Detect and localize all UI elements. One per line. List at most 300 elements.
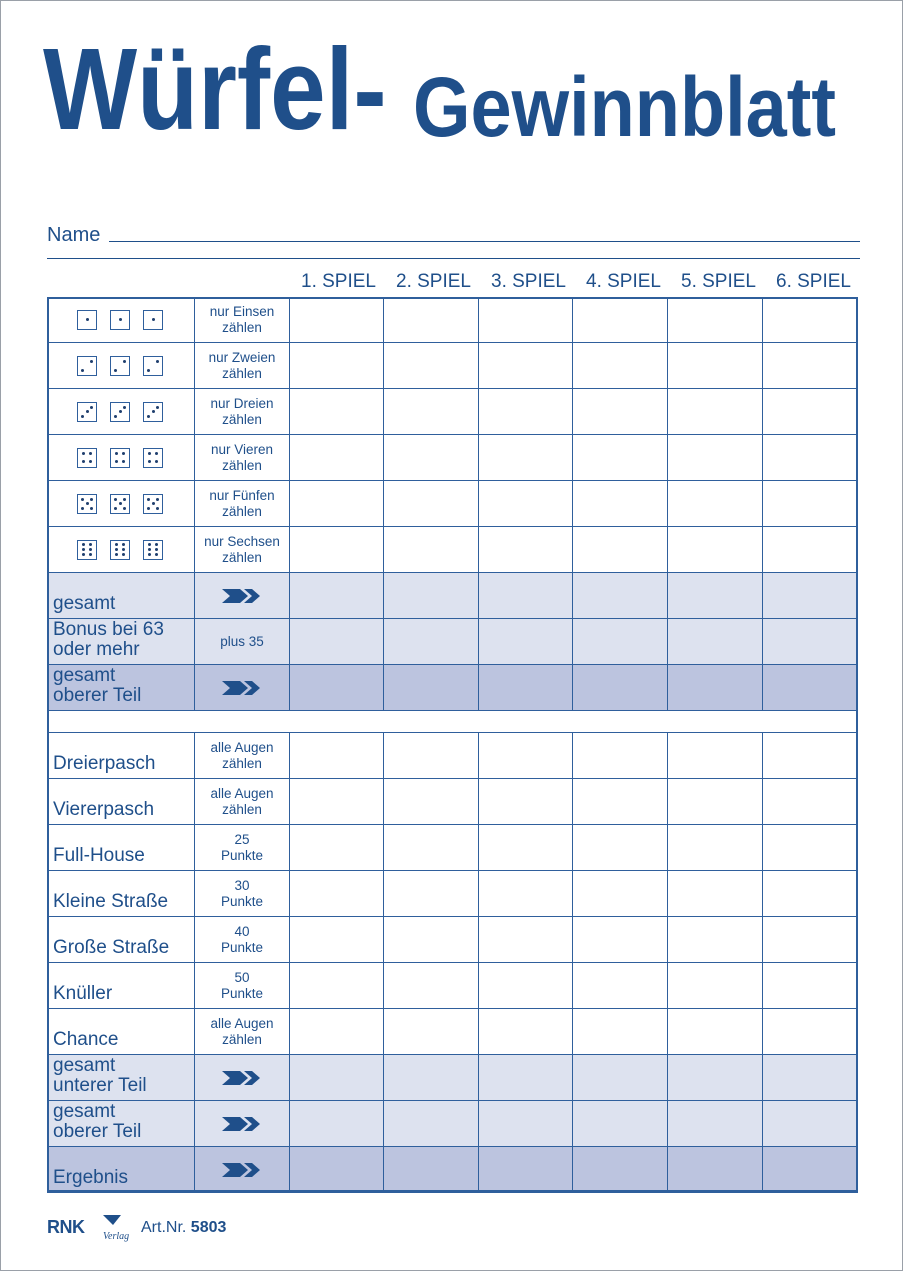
- die-face-6-icon: [110, 540, 130, 560]
- score-cell-upper-summary-2-game-6[interactable]: [763, 619, 858, 664]
- score-cell-upper-summary-2-game-4[interactable]: [573, 619, 668, 664]
- scoring-hint-line: Punkte: [220, 939, 264, 955]
- label-cell: [47, 1147, 195, 1192]
- score-cell-lower-4-game-6[interactable]: [763, 871, 858, 916]
- row-label: Dreierpasch: [53, 753, 156, 774]
- score-cell-lower-6-game-6[interactable]: [763, 963, 858, 1008]
- scoring-hint-line: nur Vieren: [210, 441, 274, 457]
- score-cell-lower-summary-3-game-6[interactable]: [763, 1147, 858, 1192]
- die-pip: [115, 553, 118, 556]
- hint-cell: [195, 825, 290, 870]
- die-pip: [81, 507, 84, 510]
- die-pip: [147, 498, 150, 501]
- row-label: Große Straße: [53, 937, 170, 958]
- lower-summary-row-2: [47, 1101, 858, 1147]
- die-pip: [89, 452, 92, 455]
- score-cell-lower-summary-1-game-2[interactable]: [384, 1055, 479, 1100]
- name-label: Name: [47, 224, 101, 246]
- die-face-1-icon: [110, 310, 130, 330]
- article-label: Art.Nr.: [141, 1219, 187, 1236]
- hint-cell: [195, 1009, 290, 1054]
- die-pip: [82, 452, 85, 455]
- score-cell-lower-2-game-1[interactable]: [290, 779, 384, 824]
- die-pip: [152, 410, 155, 413]
- row-label: Viererpasch: [53, 799, 155, 820]
- label-cell: [47, 1101, 195, 1146]
- lower-row-6: [47, 963, 858, 1009]
- score-cell-lower-4-game-3[interactable]: [479, 871, 573, 916]
- scoring-hint: [195, 527, 289, 572]
- score-cell-lower-7-game-6[interactable]: [763, 1009, 858, 1054]
- score-cell-lower-3-game-4[interactable]: [573, 825, 668, 870]
- score-cell-upper-3-game-2[interactable]: [384, 389, 479, 434]
- score-cell-upper-4-game-4[interactable]: [573, 435, 668, 480]
- die-pip: [86, 410, 89, 413]
- score-cell-upper-2-game-1[interactable]: [290, 343, 384, 388]
- brand-logo: RNK: [47, 1217, 85, 1237]
- row-label-line: unterer Teil: [53, 1075, 147, 1096]
- scoring-hint-line: Punkte: [220, 893, 264, 909]
- die-pip: [82, 543, 85, 546]
- dice-cell: [47, 297, 195, 342]
- upper-row-2: [47, 343, 858, 389]
- score-cell-upper-summary-2-game-1[interactable]: [290, 619, 384, 664]
- footer: [47, 1213, 347, 1253]
- row-label-line: gesamt: [53, 1055, 116, 1076]
- die-pip: [148, 460, 151, 463]
- score-cell-upper-4-game-6[interactable]: [763, 435, 858, 480]
- score-cell-upper-3-game-4[interactable]: [573, 389, 668, 434]
- lower-row-1: [47, 733, 858, 779]
- game-header-1: 1. SPIEL: [301, 271, 376, 292]
- die-pip: [82, 460, 85, 463]
- score-cell-lower-summary-3-game-5[interactable]: [668, 1147, 763, 1192]
- game-header-3: 3. SPIEL: [491, 271, 566, 292]
- score-cell-upper-1-game-3[interactable]: [479, 297, 573, 342]
- dice-cell: [47, 343, 195, 388]
- die-pip: [89, 553, 92, 556]
- score-cell-lower-3-game-6[interactable]: [763, 825, 858, 870]
- die-pip: [114, 369, 117, 372]
- score-cell-upper-summary-2-game-3[interactable]: [479, 619, 573, 664]
- score-cell-upper-6-game-2[interactable]: [384, 527, 479, 572]
- scoring-hint: [195, 733, 289, 778]
- lower-row-2: [47, 779, 858, 825]
- score-cell-upper-6-game-4[interactable]: [573, 527, 668, 572]
- scoring-hint: [195, 963, 289, 1008]
- score-cell-upper-6-game-6[interactable]: [763, 527, 858, 572]
- die-pip: [81, 498, 84, 501]
- hint-cell: [195, 917, 290, 962]
- die-pip: [114, 415, 117, 418]
- score-cell-lower-3-game-1[interactable]: [290, 825, 384, 870]
- scoring-hint-line: 40: [234, 923, 250, 939]
- score-cell-upper-5-game-6[interactable]: [763, 481, 858, 526]
- scoring-hint-line: zählen: [222, 549, 262, 565]
- lower-row-4: [47, 871, 858, 917]
- double-arrow-icon: [195, 573, 289, 618]
- dice-group: [77, 297, 163, 342]
- upper-summary-row-1: [47, 573, 858, 619]
- label-cell: [47, 963, 195, 1008]
- die-face-2-icon: [143, 356, 163, 376]
- scoring-hint-line: alle Augen: [210, 785, 274, 801]
- score-cell-upper-summary-3-game-4[interactable]: [573, 665, 668, 710]
- dice-group: [77, 435, 163, 480]
- score-cell-upper-4-game-3[interactable]: [479, 435, 573, 480]
- score-cell-upper-6-game-5[interactable]: [668, 527, 763, 572]
- label-cell: [47, 665, 195, 710]
- hint-cell: [195, 1101, 290, 1146]
- die-pip: [90, 507, 93, 510]
- die-pip: [147, 369, 150, 372]
- row-label: [53, 1102, 141, 1142]
- score-cell-upper-summary-1-game-6[interactable]: [763, 573, 858, 618]
- die-pip: [156, 406, 159, 409]
- hint-cell: [195, 527, 290, 572]
- score-cell-lower-2-game-3[interactable]: [479, 779, 573, 824]
- die-pip: [90, 406, 93, 409]
- scoring-hint-line: zählen: [222, 503, 262, 519]
- scoring-hint-line: 50: [234, 969, 250, 985]
- game-header-5: 5. SPIEL: [681, 271, 756, 292]
- score-cell-lower-4-game-4[interactable]: [573, 871, 668, 916]
- score-cell-lower-summary-2-game-2[interactable]: [384, 1101, 479, 1146]
- score-cell-upper-1-game-4[interactable]: [573, 297, 668, 342]
- die-pip: [115, 460, 118, 463]
- die-face-2-icon: [110, 356, 130, 376]
- scoring-hint: [195, 435, 289, 480]
- score-cell-upper-3-game-6[interactable]: [763, 389, 858, 434]
- score-cell-lower-summary-1-game-6[interactable]: [763, 1055, 858, 1100]
- score-cell-upper-2-game-6[interactable]: [763, 343, 858, 388]
- score-cell-lower-2-game-4[interactable]: [573, 779, 668, 824]
- row-label-line: oder mehr: [53, 639, 140, 660]
- lower-summary-row-3: [47, 1147, 858, 1193]
- article-value: 5803: [190, 1219, 227, 1236]
- score-cell-lower-6-game-5[interactable]: [668, 963, 763, 1008]
- score-cell-lower-6-game-4[interactable]: [573, 963, 668, 1008]
- score-cell-lower-6-game-3[interactable]: [479, 963, 573, 1008]
- die-pip: [90, 498, 93, 501]
- upper-summary-row-3: [47, 665, 858, 711]
- score-cell-lower-5-game-2[interactable]: [384, 917, 479, 962]
- row-label: [53, 594, 115, 614]
- score-cell-upper-summary-3-game-5[interactable]: [668, 665, 763, 710]
- row-label-line: gesamt: [53, 665, 116, 686]
- score-cell-upper-summary-1-game-3[interactable]: [479, 573, 573, 618]
- die-pip: [82, 548, 85, 551]
- die-pip: [148, 452, 151, 455]
- score-cell-lower-summary-1-game-4[interactable]: [573, 1055, 668, 1100]
- game-headers: [291, 271, 861, 297]
- scoring-hint-line: zählen: [222, 1031, 262, 1047]
- score-grid: [47, 297, 858, 1192]
- score-cell-upper-3-game-1[interactable]: [290, 389, 384, 434]
- upper-summary-row-2: [47, 619, 858, 665]
- score-cell-lower-4-game-5[interactable]: [668, 871, 763, 916]
- die-pip: [119, 502, 122, 505]
- score-cell-lower-6-game-2[interactable]: [384, 963, 479, 1008]
- die-face-3-icon: [110, 402, 130, 422]
- die-pip: [114, 498, 117, 501]
- score-cell-upper-2-game-4[interactable]: [573, 343, 668, 388]
- die-pip: [122, 548, 125, 551]
- score-cell-lower-7-game-5[interactable]: [668, 1009, 763, 1054]
- score-cell-lower-2-game-2[interactable]: [384, 779, 479, 824]
- scoring-hint: [195, 343, 289, 388]
- row-label-line: oberer Teil: [53, 685, 142, 706]
- hint-cell: [195, 573, 290, 618]
- score-cell-lower-summary-2-game-6[interactable]: [763, 1101, 858, 1146]
- die-pip: [123, 498, 126, 501]
- score-cell-lower-5-game-5[interactable]: [668, 917, 763, 962]
- score-cell-upper-summary-3-game-1[interactable]: [290, 665, 384, 710]
- scoring-hint: [195, 1009, 289, 1054]
- hint-cell: [195, 1055, 290, 1100]
- score-cell-lower-2-game-5[interactable]: [668, 779, 763, 824]
- scoring-hint-line: Punkte: [220, 985, 264, 1001]
- name-field[interactable]: [109, 241, 860, 242]
- scoring-hint-line: nur Einsen: [209, 303, 275, 319]
- score-cell-lower-7-game-3[interactable]: [479, 1009, 573, 1054]
- dice-cell: [47, 435, 195, 480]
- die-pip: [122, 460, 125, 463]
- die-pip: [147, 507, 150, 510]
- score-cell-lower-5-game-4[interactable]: [573, 917, 668, 962]
- score-cell-lower-summary-2-game-1[interactable]: [290, 1101, 384, 1146]
- score-cell-upper-5-game-3[interactable]: [479, 481, 573, 526]
- score-cell-lower-3-game-3[interactable]: [479, 825, 573, 870]
- score-cell-lower-4-game-1[interactable]: [290, 871, 384, 916]
- double-arrow-icon: [195, 1147, 289, 1192]
- hint-cell: [195, 665, 290, 710]
- score-cell-upper-5-game-4[interactable]: [573, 481, 668, 526]
- row-label: [53, 1056, 147, 1096]
- die-pip: [122, 553, 125, 556]
- die-pip: [148, 543, 151, 546]
- score-cell-upper-4-game-1[interactable]: [290, 435, 384, 480]
- score-cell-lower-7-game-1[interactable]: [290, 1009, 384, 1054]
- brand-subtitle: Verlag: [103, 1231, 130, 1242]
- die-pip: [123, 507, 126, 510]
- score-cell-lower-6-game-1[interactable]: [290, 963, 384, 1008]
- die-pip: [115, 452, 118, 455]
- die-pip: [148, 553, 151, 556]
- score-cell-upper-6-game-1[interactable]: [290, 527, 384, 572]
- label-cell: [47, 733, 195, 778]
- score-cell-lower-summary-2-game-3[interactable]: [479, 1101, 573, 1146]
- scoring-hint: [195, 825, 289, 870]
- score-cell-lower-3-game-5[interactable]: [668, 825, 763, 870]
- label-cell: [47, 871, 195, 916]
- score-cell-upper-summary-1-game-4[interactable]: [573, 573, 668, 618]
- scoring-hint-line: zählen: [222, 319, 262, 335]
- die-pip: [86, 318, 89, 321]
- row-label-line: gesamt: [53, 593, 116, 614]
- hint-cell: [195, 343, 290, 388]
- score-cell-upper-summary-3-game-3[interactable]: [479, 665, 573, 710]
- upper-row-6: [47, 527, 858, 573]
- score-cell-lower-3-game-2[interactable]: [384, 825, 479, 870]
- scoring-hint: [195, 917, 289, 962]
- score-cell-upper-summary-1-game-1[interactable]: [290, 573, 384, 618]
- hint-cell: [195, 733, 290, 778]
- die-pip: [89, 460, 92, 463]
- game-header-2: 2. SPIEL: [396, 271, 471, 292]
- double-arrow-icon: [195, 1101, 289, 1146]
- upper-row-4: [47, 435, 858, 481]
- die-face-5-icon: [143, 494, 163, 514]
- score-cell-lower-summary-1-game-5[interactable]: [668, 1055, 763, 1100]
- die-face-4-icon: [110, 448, 130, 468]
- score-cell-lower-5-game-1[interactable]: [290, 917, 384, 962]
- score-cell-lower-5-game-3[interactable]: [479, 917, 573, 962]
- score-cell-upper-summary-3-game-2[interactable]: [384, 665, 479, 710]
- die-pip: [115, 548, 118, 551]
- score-cell-lower-1-game-5[interactable]: [668, 733, 763, 778]
- die-pip: [156, 360, 159, 363]
- game-header-4: 4. SPIEL: [586, 271, 661, 292]
- score-cell-upper-summary-2-game-2[interactable]: [384, 619, 479, 664]
- score-cell-upper-4-game-5[interactable]: [668, 435, 763, 480]
- die-pip: [81, 369, 84, 372]
- die-pip: [156, 498, 159, 501]
- die-pip: [114, 507, 117, 510]
- divider-line: [47, 258, 860, 259]
- die-pip: [155, 543, 158, 546]
- game-header-6: 6. SPIEL: [776, 271, 851, 292]
- score-cell-lower-summary-3-game-4[interactable]: [573, 1147, 668, 1192]
- die-pip: [147, 415, 150, 418]
- score-cell-upper-2-game-5[interactable]: [668, 343, 763, 388]
- scoring-hint-line: alle Augen: [210, 739, 274, 755]
- score-cell-lower-summary-3-game-3[interactable]: [479, 1147, 573, 1192]
- score-cell-upper-summary-3-game-6[interactable]: [763, 665, 858, 710]
- die-pip: [89, 548, 92, 551]
- die-pip: [155, 460, 158, 463]
- score-cell-upper-5-game-5[interactable]: [668, 481, 763, 526]
- scoring-hint-line: nur Fünfen: [209, 487, 275, 503]
- score-cell-lower-summary-3-game-2[interactable]: [384, 1147, 479, 1192]
- die-pip: [155, 548, 158, 551]
- score-cell-upper-1-game-6[interactable]: [763, 297, 858, 342]
- score-cell-upper-summary-1-game-5[interactable]: [668, 573, 763, 618]
- score-cell-lower-1-game-4[interactable]: [573, 733, 668, 778]
- score-cell-lower-summary-2-game-5[interactable]: [668, 1101, 763, 1146]
- die-pip: [152, 502, 155, 505]
- score-cell-lower-summary-3-game-1[interactable]: [290, 1147, 384, 1192]
- score-cell-upper-2-game-3[interactable]: [479, 343, 573, 388]
- die-face-4-icon: [143, 448, 163, 468]
- score-cell-lower-1-game-3[interactable]: [479, 733, 573, 778]
- dice-cell: [47, 527, 195, 572]
- row-label: Knüller: [53, 983, 113, 1004]
- score-cell-upper-2-game-2[interactable]: [384, 343, 479, 388]
- score-cell-lower-1-game-2[interactable]: [384, 733, 479, 778]
- scoring-hint-line: 30: [234, 877, 250, 893]
- die-pip: [90, 360, 93, 363]
- score-cell-upper-1-game-5[interactable]: [668, 297, 763, 342]
- score-cell-lower-1-game-6[interactable]: [763, 733, 858, 778]
- score-cell-lower-4-game-2[interactable]: [384, 871, 479, 916]
- dice-group: [77, 481, 163, 526]
- score-cell-upper-3-game-3[interactable]: [479, 389, 573, 434]
- name-row: [47, 221, 860, 251]
- die-pip: [123, 406, 126, 409]
- sheet-title: [43, 24, 873, 154]
- dice-group: [77, 389, 163, 434]
- hint-cell: [195, 1147, 290, 1192]
- hint-cell: [195, 871, 290, 916]
- dice-cell: [47, 389, 195, 434]
- die-pip: [82, 553, 85, 556]
- score-cell-lower-2-game-6[interactable]: [763, 779, 858, 824]
- scoring-hint: [195, 619, 289, 664]
- label-cell: [47, 825, 195, 870]
- dice-cell: [47, 481, 195, 526]
- score-cell-upper-5-game-1[interactable]: [290, 481, 384, 526]
- score-cell-lower-summary-2-game-4[interactable]: [573, 1101, 668, 1146]
- scoring-hint-line: nur Dreien: [210, 395, 274, 411]
- score-cell-upper-1-game-2[interactable]: [384, 297, 479, 342]
- die-pip: [115, 543, 118, 546]
- score-cell-upper-6-game-3[interactable]: [479, 527, 573, 572]
- die-face-1-icon: [77, 310, 97, 330]
- score-cell-upper-summary-1-game-2[interactable]: [384, 573, 479, 618]
- double-arrow-icon: [195, 665, 289, 710]
- scoring-hint-line: nur Sechsen: [204, 533, 280, 549]
- scoring-hint: [195, 297, 289, 342]
- row-label: Kleine Straße: [53, 891, 169, 912]
- score-cell-upper-3-game-5[interactable]: [668, 389, 763, 434]
- label-cell: [47, 779, 195, 824]
- article-number: [141, 1219, 226, 1237]
- score-cell-lower-5-game-6[interactable]: [763, 917, 858, 962]
- score-cell-lower-summary-1-game-1[interactable]: [290, 1055, 384, 1100]
- scoring-hint-line: plus 35: [220, 633, 264, 649]
- die-pip: [86, 502, 89, 505]
- scoring-hint-line: 25: [234, 831, 250, 847]
- title-part-1: Würfel-: [43, 24, 387, 154]
- score-cell-upper-4-game-2[interactable]: [384, 435, 479, 480]
- die-face-5-icon: [110, 494, 130, 514]
- score-cell-upper-1-game-1[interactable]: [290, 297, 384, 342]
- die-face-3-icon: [143, 402, 163, 422]
- label-cell: [47, 1009, 195, 1054]
- row-label-line: gesamt: [53, 1101, 116, 1122]
- score-cell-lower-7-game-4[interactable]: [573, 1009, 668, 1054]
- upper-row-1: [47, 297, 858, 343]
- die-face-6-icon: [77, 540, 97, 560]
- die-face-6-icon: [143, 540, 163, 560]
- score-cell-lower-7-game-2[interactable]: [384, 1009, 479, 1054]
- scoring-hint-line: zählen: [222, 365, 262, 381]
- row-label-line: Ergebnis: [53, 1167, 128, 1188]
- score-cell-upper-summary-2-game-5[interactable]: [668, 619, 763, 664]
- die-pip: [148, 548, 151, 551]
- die-pip: [122, 543, 125, 546]
- die-pip: [152, 318, 155, 321]
- upper-row-5: [47, 481, 858, 527]
- die-face-5-icon: [77, 494, 97, 514]
- score-cell-lower-1-game-1[interactable]: [290, 733, 384, 778]
- scoring-hint-line: zählen: [222, 755, 262, 771]
- row-label: [53, 1168, 128, 1188]
- score-cell-lower-summary-1-game-3[interactable]: [479, 1055, 573, 1100]
- scoring-hint-line: zählen: [222, 801, 262, 817]
- score-cell-upper-5-game-2[interactable]: [384, 481, 479, 526]
